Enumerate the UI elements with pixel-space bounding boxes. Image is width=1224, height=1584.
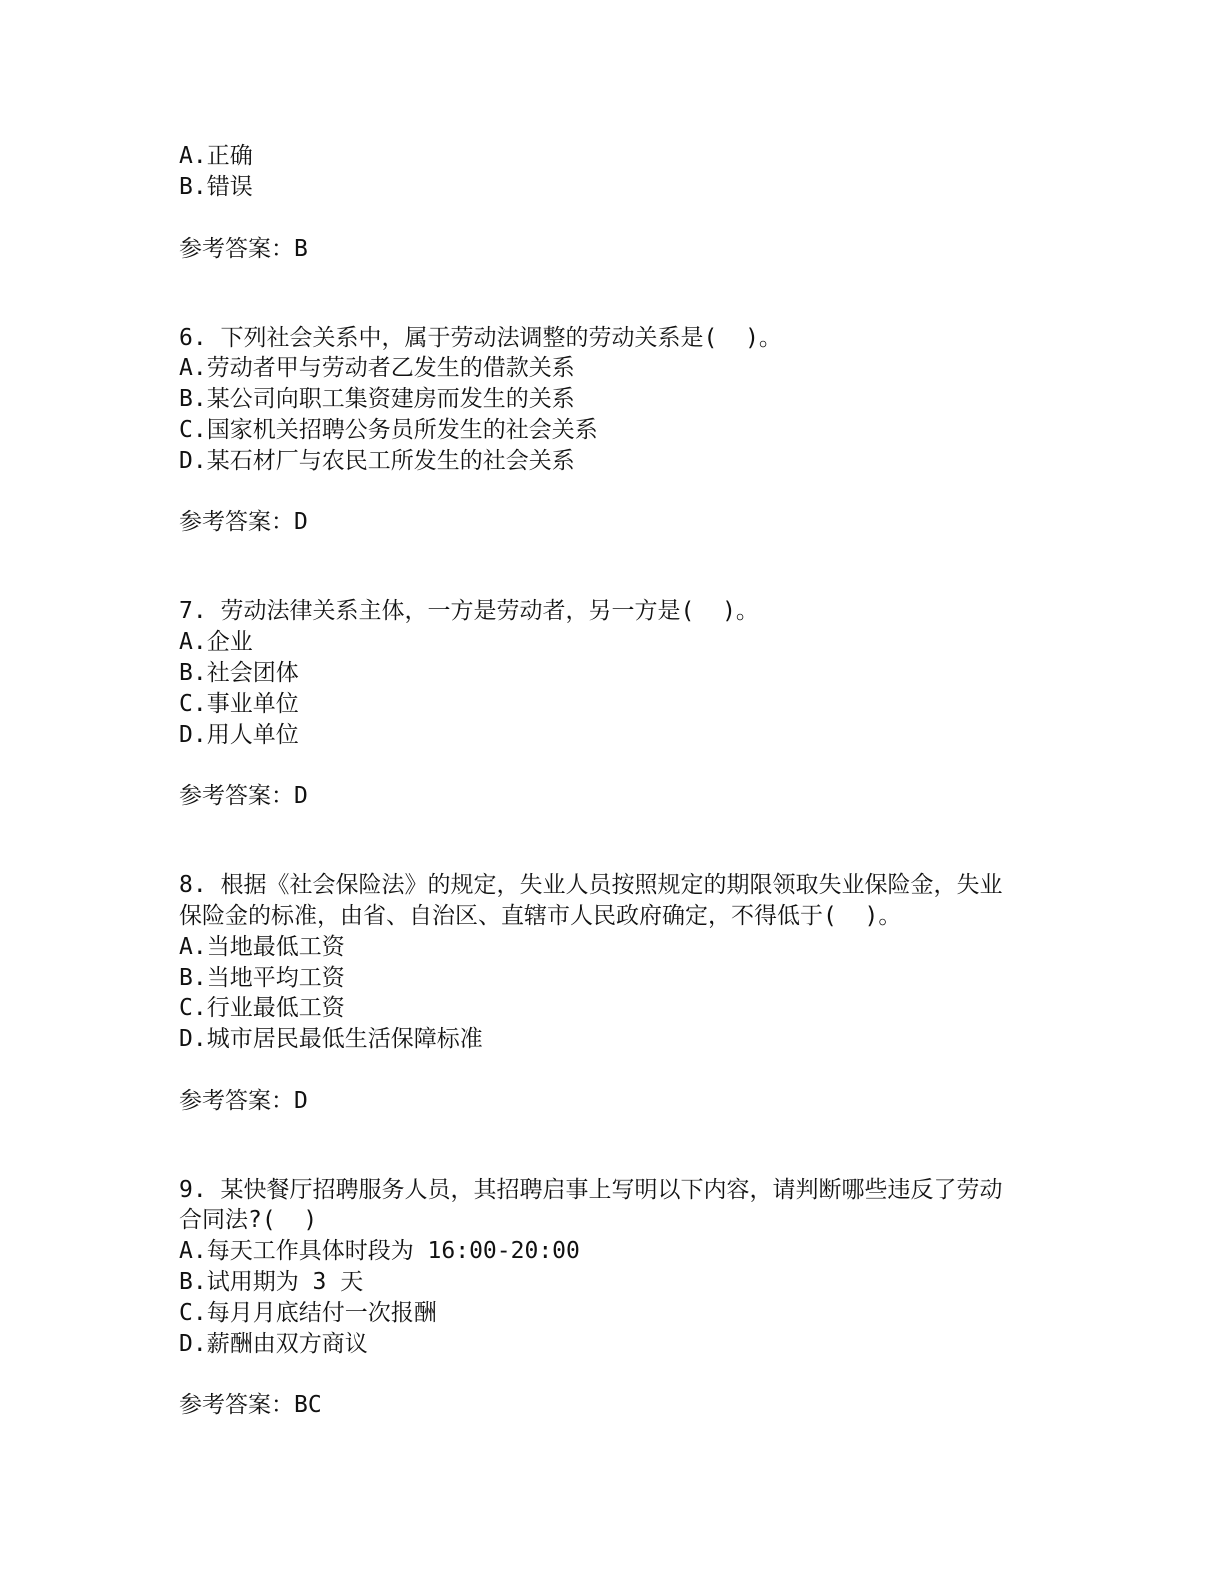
q8-answer: 参考答案：D	[179, 1088, 308, 1114]
q9-option-b: B.试用期为 3 天	[179, 1269, 364, 1295]
q7-stem: 7. 劳动法律关系主体，一方是劳动者，另一方是( )。	[179, 598, 759, 624]
q8-option-d: D.城市居民最低生活保障标准	[179, 1026, 483, 1052]
q8-option-c: C.行业最低工资	[179, 995, 345, 1021]
q7-option-d: D.用人单位	[179, 722, 299, 748]
q9-option-c: C.每月月底结付一次报酬	[179, 1300, 437, 1326]
q8-stem-line-2: 保险金的标准，由省、自治区、直辖市人民政府确定，不得低于( )。	[179, 903, 902, 929]
q5-option-a: A.正确	[179, 143, 253, 169]
q6-option-c: C.国家机关招聘公务员所发生的社会关系	[179, 417, 598, 443]
q6-option-d: D.某石材厂与农民工所发生的社会关系	[179, 448, 575, 474]
q8-option-b: B.当地平均工资	[179, 965, 345, 991]
q9-option-a: A.每天工作具体时段为 16:00-20:00	[179, 1238, 580, 1264]
q5-answer: 参考答案：B	[179, 236, 308, 262]
q7-answer: 参考答案：D	[179, 783, 308, 809]
q6-option-a: A.劳动者甲与劳动者乙发生的借款关系	[179, 355, 575, 381]
q9-answer: 参考答案：BC	[179, 1392, 322, 1418]
q5-option-b: B.错误	[179, 174, 253, 200]
q6-option-b: B.某公司向职工集资建房而发生的关系	[179, 386, 575, 412]
q7-option-c: C.事业单位	[179, 691, 299, 717]
q6-answer: 参考答案：D	[179, 509, 308, 535]
q7-option-b: B.社会团体	[179, 660, 299, 686]
q8-stem-line-1: 8. 根据《社会保险法》的规定，失业人员按照规定的期限领取失业保险金，失业	[179, 872, 1003, 898]
q7-option-a: A.企业	[179, 629, 253, 655]
q9-option-d: D.薪酬由双方商议	[179, 1331, 368, 1357]
q9-stem-line-1: 9. 某快餐厅招聘服务人员，其招聘启事上写明以下内容，请判断哪些违反了劳动	[179, 1177, 1003, 1203]
q8-option-a: A.当地最低工资	[179, 934, 345, 960]
q9-stem-line-2: 合同法?( )	[179, 1207, 318, 1233]
q6-stem: 6. 下列社会关系中，属于劳动法调整的劳动关系是( )。	[179, 325, 782, 351]
